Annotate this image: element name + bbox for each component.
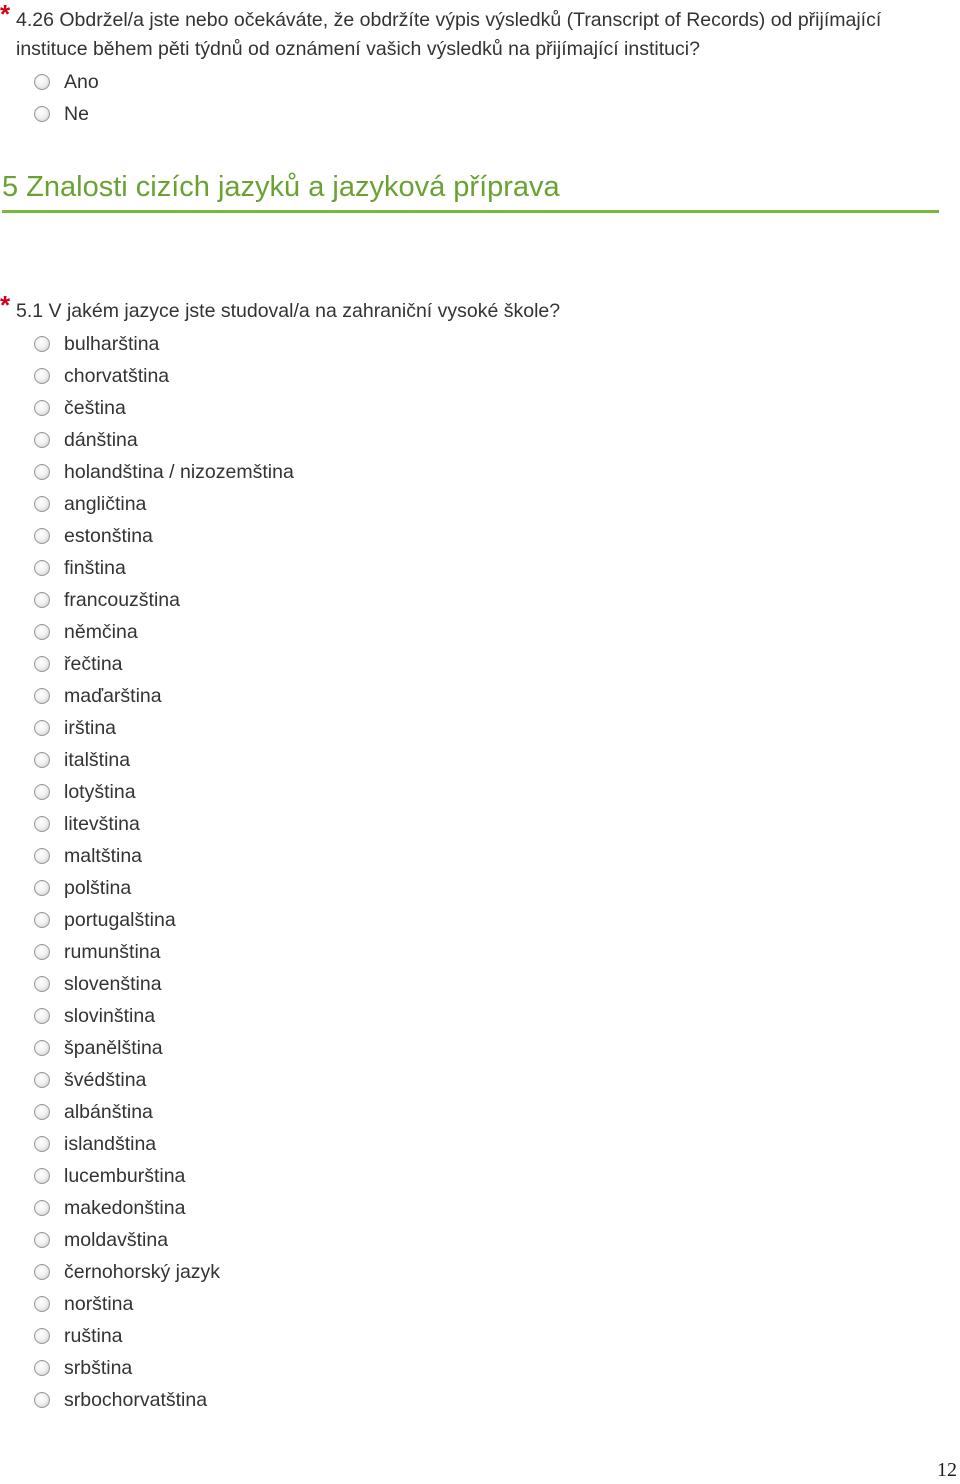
radio-button[interactable] xyxy=(34,912,50,928)
radio-button[interactable] xyxy=(34,784,50,800)
radio-button[interactable] xyxy=(34,1104,50,1120)
radio-button[interactable] xyxy=(34,1264,50,1280)
question-title xyxy=(0,290,920,326)
option-item[interactable] xyxy=(0,424,920,456)
question-5-1 xyxy=(0,290,920,1416)
option-item[interactable] xyxy=(0,1288,920,1320)
option-label: litevština xyxy=(64,812,140,835)
page-number: 12 xyxy=(937,1459,957,1481)
option-label: slovenština xyxy=(64,972,162,995)
option-item[interactable] xyxy=(0,680,920,712)
option-item[interactable] xyxy=(0,776,920,808)
option-label: maďarština xyxy=(64,684,162,707)
option-item[interactable] xyxy=(0,744,920,776)
radio-button[interactable] xyxy=(34,720,50,736)
option-label: čeština xyxy=(64,396,126,419)
option-label: dánština xyxy=(64,428,138,451)
option-item[interactable] xyxy=(0,360,920,392)
section-divider xyxy=(2,210,939,213)
option-label: moldavština xyxy=(64,1228,169,1251)
radio-button[interactable] xyxy=(34,688,50,704)
option-ano[interactable] xyxy=(0,66,920,98)
section-title: 5 Znalosti cizích jazyků a jazyková příprava xyxy=(2,171,560,203)
radio-button[interactable] xyxy=(34,1008,50,1024)
option-label: černohorský jazyk xyxy=(64,1260,221,1283)
option-item[interactable] xyxy=(0,392,920,424)
option-item[interactable] xyxy=(0,488,920,520)
option-item[interactable] xyxy=(0,1160,920,1192)
option-item[interactable] xyxy=(0,520,920,552)
option-item[interactable] xyxy=(0,1320,920,1352)
radio-button[interactable] xyxy=(34,368,50,384)
option-item[interactable] xyxy=(0,328,920,360)
option-label: španělština xyxy=(64,1036,163,1059)
option-item[interactable] xyxy=(0,872,920,904)
option-label: chorvatština xyxy=(64,364,170,387)
radio-button[interactable] xyxy=(34,1328,50,1344)
option-item[interactable] xyxy=(0,552,920,584)
option-item[interactable] xyxy=(0,840,920,872)
required-asterisk: * xyxy=(0,0,11,29)
radio-button[interactable] xyxy=(34,880,50,896)
radio-button[interactable] xyxy=(34,1392,50,1408)
option-item[interactable] xyxy=(0,1352,920,1384)
radio-button[interactable] xyxy=(34,432,50,448)
radio-button[interactable] xyxy=(34,560,50,576)
radio-button[interactable] xyxy=(34,1296,50,1312)
radio-button[interactable] xyxy=(34,1136,50,1152)
radio-button[interactable] xyxy=(34,592,50,608)
radio-button[interactable] xyxy=(34,816,50,832)
option-label: bulharština xyxy=(64,332,160,355)
option-label: švédština xyxy=(64,1068,147,1091)
radio-button[interactable] xyxy=(34,624,50,640)
radio-button[interactable] xyxy=(34,1200,50,1216)
option-label: slovinština xyxy=(64,1004,156,1027)
radio-button[interactable] xyxy=(34,1360,50,1376)
options-list xyxy=(0,66,920,130)
options-list xyxy=(0,328,920,1416)
radio-button[interactable] xyxy=(34,1168,50,1184)
option-label: estonština xyxy=(64,524,153,547)
option-item[interactable] xyxy=(0,584,920,616)
option-item[interactable] xyxy=(0,1032,920,1064)
option-label: řečtina xyxy=(64,652,123,675)
option-item[interactable] xyxy=(0,808,920,840)
radio-button[interactable] xyxy=(34,1232,50,1248)
radio-button[interactable] xyxy=(34,464,50,480)
option-label: angličtina xyxy=(64,492,147,515)
option-label: albánština xyxy=(64,1100,153,1123)
radio-button[interactable] xyxy=(34,400,50,416)
option-label: norština xyxy=(64,1292,134,1315)
option-label: portugalština xyxy=(64,908,176,931)
option-item[interactable] xyxy=(0,1384,920,1416)
radio-button[interactable] xyxy=(34,496,50,512)
option-item[interactable] xyxy=(0,904,920,936)
question-text: 5.1 V jakém jazyce jste studoval/a na zahraniční vysoké škole? xyxy=(16,300,561,322)
option-item[interactable] xyxy=(0,936,920,968)
option-label: francouzština xyxy=(64,588,180,611)
radio-button[interactable] xyxy=(34,336,50,352)
radio-button[interactable] xyxy=(34,656,50,672)
option-item[interactable] xyxy=(0,1064,920,1096)
option-label: Ano xyxy=(64,70,99,93)
option-label: finština xyxy=(64,556,126,579)
radio-button[interactable] xyxy=(34,944,50,960)
option-label: rumunština xyxy=(64,940,161,963)
option-label: irština xyxy=(64,716,117,739)
question-text-line-1: 4.26 Obdržel/a jste nebo očekáváte, že obdržíte výpis výsledků (Transcript of Records) od přijímající xyxy=(16,9,882,31)
radio-button[interactable] xyxy=(34,1072,50,1088)
radio-button[interactable] xyxy=(34,976,50,992)
option-label: němčina xyxy=(64,620,138,643)
option-label: holandština / nizozemština xyxy=(64,460,294,483)
option-item[interactable] xyxy=(0,1192,920,1224)
option-item[interactable] xyxy=(0,1256,920,1288)
option-item[interactable] xyxy=(0,616,920,648)
option-label: srbochorvatština xyxy=(64,1388,208,1411)
option-item[interactable] xyxy=(0,968,920,1000)
option-label: italština xyxy=(64,748,131,771)
radio-button[interactable] xyxy=(34,106,50,122)
radio-button[interactable] xyxy=(34,74,50,90)
option-item[interactable] xyxy=(0,1128,920,1160)
option-label: lucemburština xyxy=(64,1164,186,1187)
option-ne[interactable] xyxy=(0,98,920,130)
option-item[interactable] xyxy=(0,1224,920,1256)
option-item[interactable] xyxy=(0,1000,920,1032)
question-text-line-2: instituce během pěti týdnů od oznámení vašich výsledků na přijímající instituci? xyxy=(16,38,700,60)
option-item[interactable] xyxy=(0,712,920,744)
required-asterisk: * xyxy=(0,290,11,320)
option-item[interactable] xyxy=(0,1096,920,1128)
option-label: lotyština xyxy=(64,780,136,803)
radio-button[interactable] xyxy=(34,752,50,768)
option-label: islandština xyxy=(64,1132,157,1155)
radio-button[interactable] xyxy=(34,848,50,864)
option-label: srbština xyxy=(64,1356,133,1379)
option-label: ruština xyxy=(64,1324,123,1347)
option-label: Ne xyxy=(64,102,89,125)
option-item[interactable] xyxy=(0,456,920,488)
question-title xyxy=(0,0,920,64)
option-label: maltština xyxy=(64,844,143,867)
question-4-26 xyxy=(0,0,920,130)
radio-button[interactable] xyxy=(34,528,50,544)
option-label: makedonština xyxy=(64,1196,186,1219)
option-item[interactable] xyxy=(0,648,920,680)
radio-button[interactable] xyxy=(34,1040,50,1056)
option-label: polština xyxy=(64,876,132,899)
